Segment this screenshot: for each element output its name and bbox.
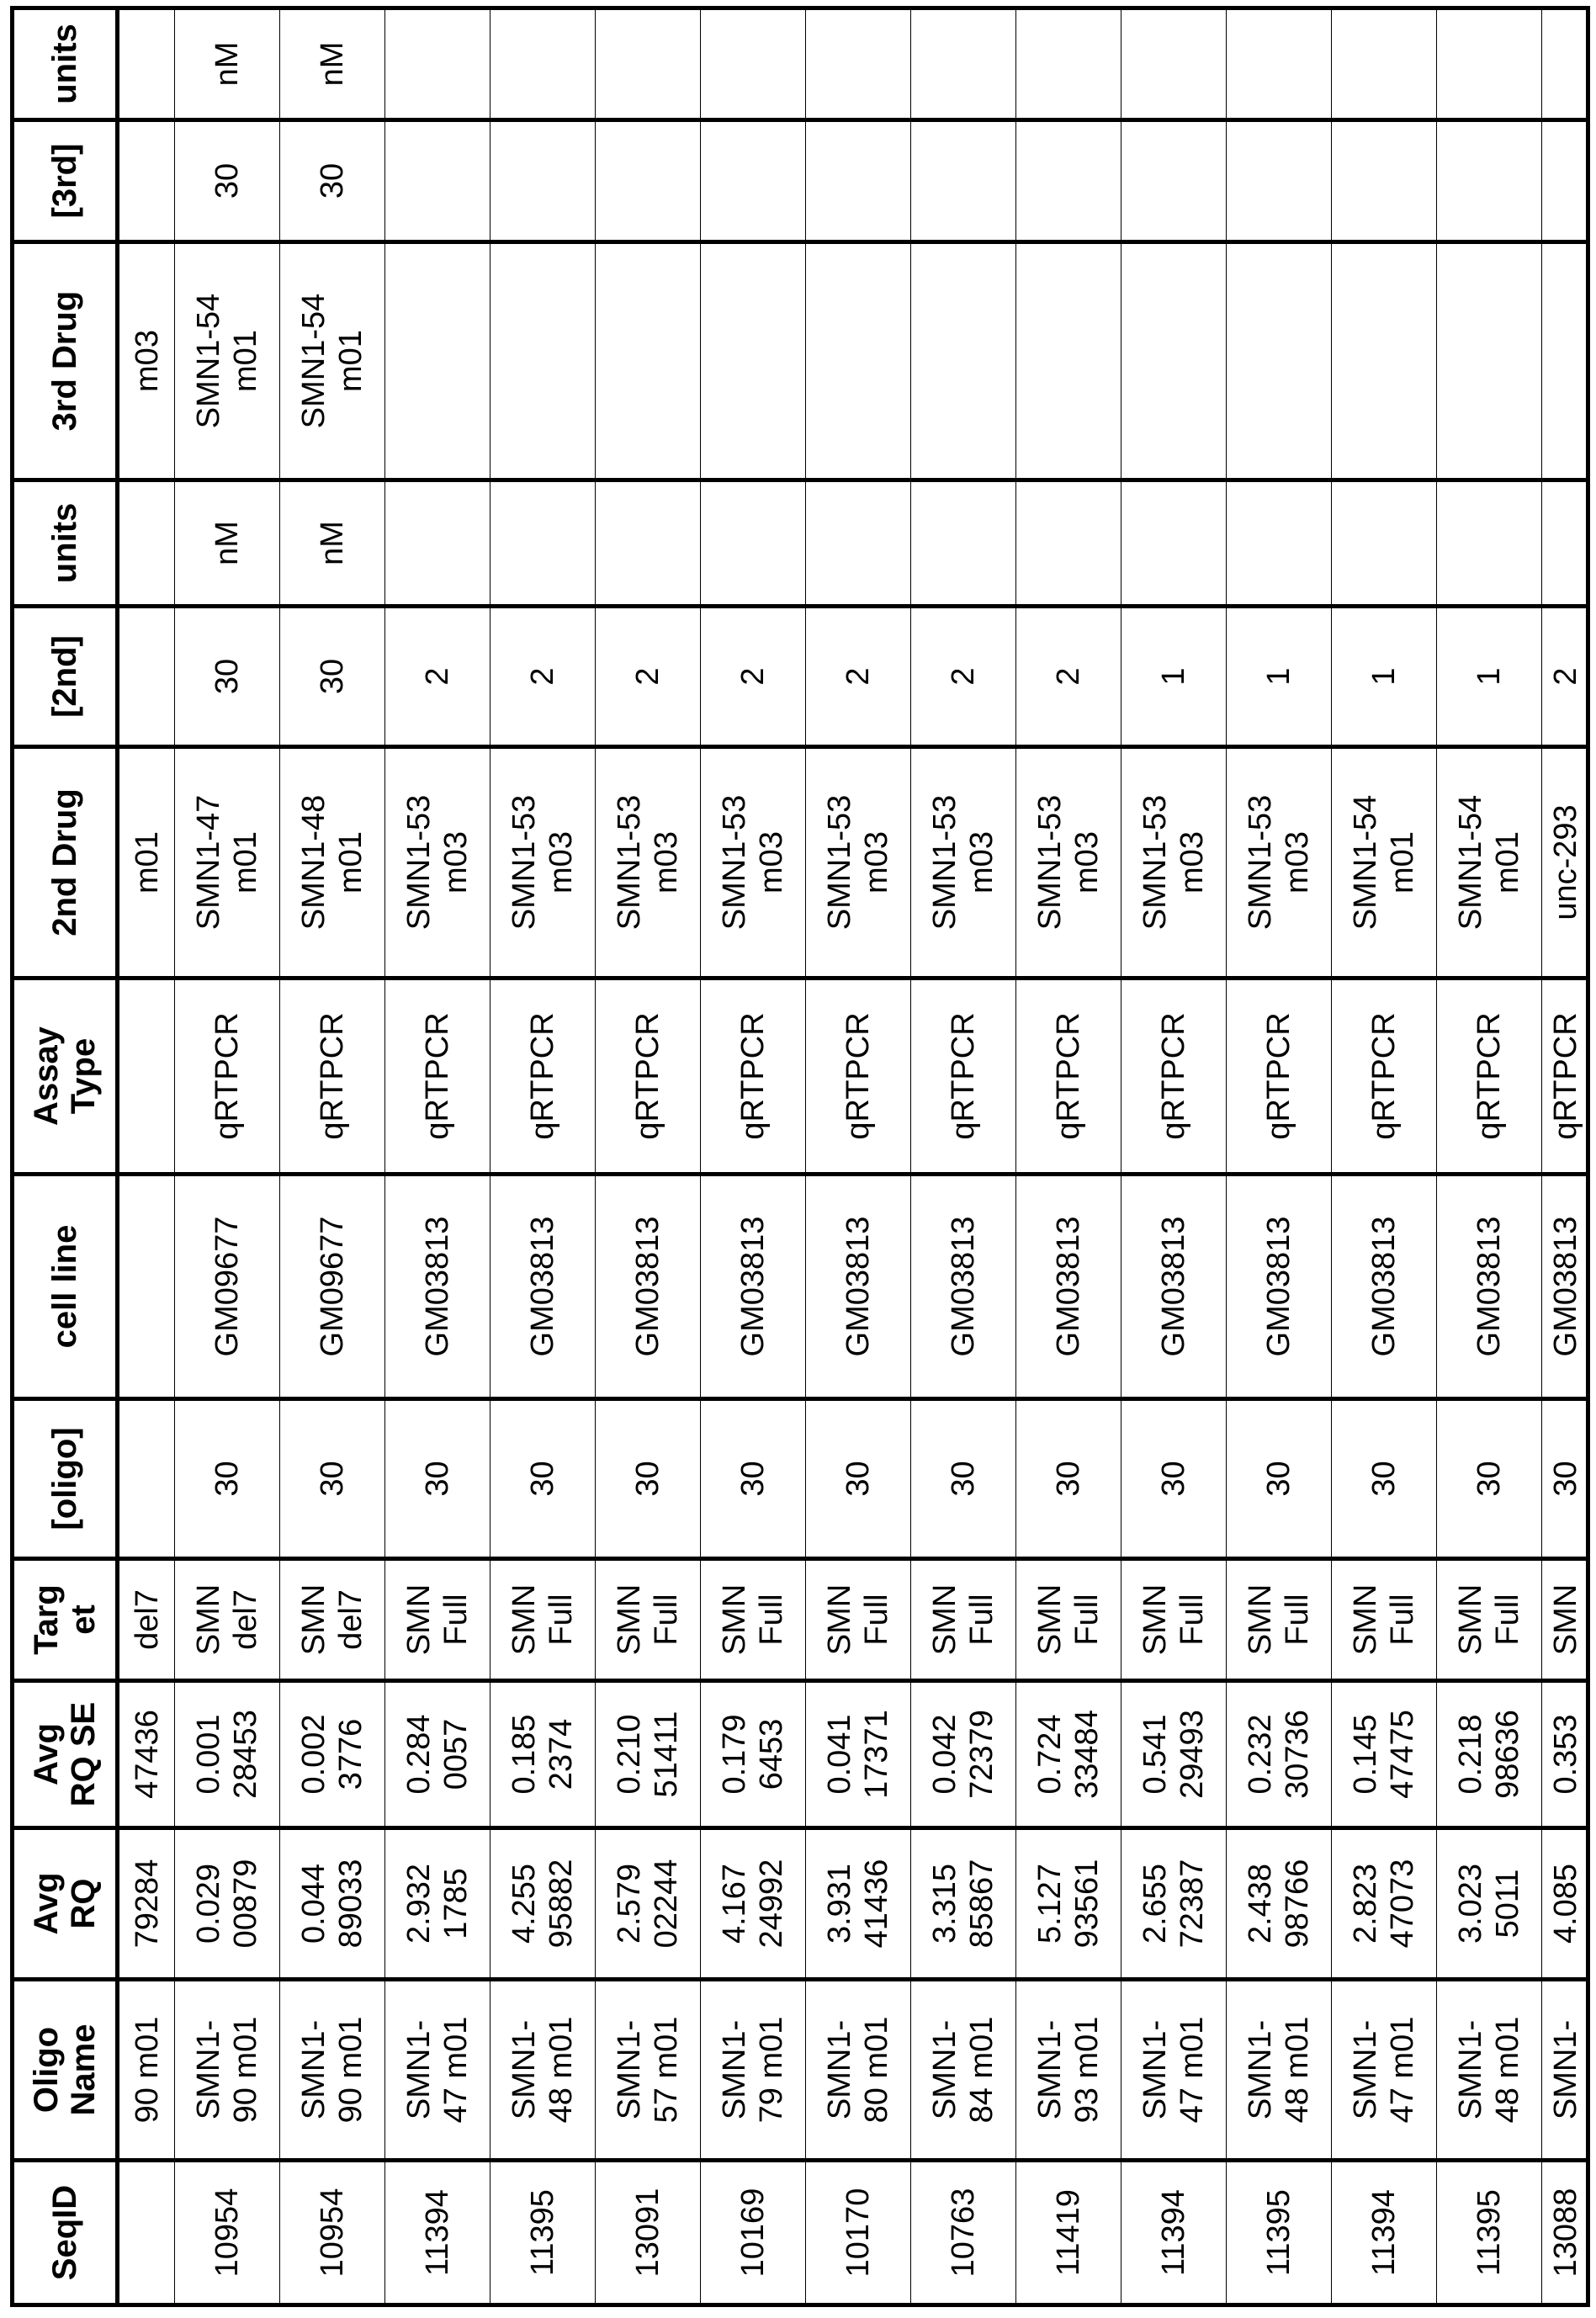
cell-avg-rq-se: 0.724 33484 [1016,1681,1121,1828]
cell-avg-rq: 3.931 41436 [806,1828,911,1980]
cell-assay-type: qRTPCR [1437,979,1542,1175]
cell-oligo-conc: 30 [596,1399,701,1559]
header-avg-rq-se: Avg RQ SE [13,1681,118,1828]
cell-seqid: 10763 [911,2161,1016,2305]
table-row-truncated [1542,8,1588,2305]
cell-third-conc [1437,120,1542,242]
cell-second-drug: SMN1-53 m03 [911,747,1016,979]
cell-second-conc: 2 [911,607,1016,747]
cell-target: del7 [118,1559,175,1681]
cell-oligo-name: SMN1- 47 m01 [1332,1980,1437,2161]
cell-second-units [1227,480,1332,607]
table-row [175,8,280,2305]
cell-oligo-conc: 30 [701,1399,806,1559]
cell-oligo-name: SMN1- 93 m01 [1016,1980,1121,2161]
cell-seqid: 11395 [490,2161,596,2305]
cell-second-units [1332,480,1437,607]
table-row [1227,8,1332,2305]
header-oligo-conc: [oligo] [13,1399,118,1559]
rotated-table-stage [10,10,1590,2307]
table-row [1121,8,1227,2305]
header-cell-line: cell line [13,1175,118,1399]
cell-avg-rq-se: 0.185 2374 [490,1681,596,1828]
cell-seqid: 11419 [1016,2161,1121,2305]
table-row [701,8,806,2305]
cell-oligo-conc: 30 [1332,1399,1437,1559]
cell-oligo-name: SMN1- 84 m01 [911,1980,1016,2161]
cell-second-drug: SMN1-53 m03 [701,747,806,979]
cell-second-units [701,480,806,607]
cell-cell-line: GM03813 [385,1175,490,1399]
cell-avg-rq-se: 0.001 28453 [175,1681,280,1828]
cell-third-drug [806,242,911,480]
table-row [1016,8,1121,2305]
cell-second-conc: 1 [1227,607,1332,747]
cell-seqid: 11394 [385,2161,490,2305]
cell-third-drug [1332,242,1437,480]
cell-third-conc: 30 [175,120,280,242]
cell-third-units [806,8,911,120]
cell-third-conc [118,120,175,242]
cell-assay-type: qRTPCR [806,979,911,1175]
cell-avg-rq: 2.579 02244 [596,1828,701,1980]
cell-cell-line: GM03813 [911,1175,1016,1399]
cell-second-units [1121,480,1227,607]
cell-cell-line: GM03813 [1542,1175,1588,1399]
cell-assay-type: qRTPCR [280,979,385,1175]
cell-oligo-conc: 30 [911,1399,1016,1559]
cell-avg-rq: 2.655 72387 [1121,1828,1227,1980]
cell-target: SMN Full [1332,1559,1437,1681]
cell-cell-line: GM03813 [1227,1175,1332,1399]
cell-third-conc [1332,120,1437,242]
cell-third-drug [1227,242,1332,480]
cell-second-drug: SMN1-53 m03 [385,747,490,979]
cell-cell-line: GM03813 [1016,1175,1121,1399]
cell-avg-rq-se: 0.218 98636 [1437,1681,1542,1828]
cell-oligo-name: 90 m01 [118,1980,175,2161]
cell-third-conc [490,120,596,242]
cell-assay-type: qRTPCR [1542,979,1588,1175]
cell-avg-rq: 79284 [118,1828,175,1980]
cell-avg-rq-se: 0.041 17371 [806,1681,911,1828]
cell-second-conc: 2 [596,607,701,747]
cell-oligo-name: SMN1- 90 m01 [280,1980,385,2161]
cell-oligo-name: SMN1- 47 m01 [385,1980,490,2161]
cell-target: SMN Full [596,1559,701,1681]
table-row [1332,8,1437,2305]
cell-cell-line: GM03813 [596,1175,701,1399]
cell-assay-type: qRTPCR [385,979,490,1175]
cell-avg-rq: 3.315 85867 [911,1828,1016,1980]
cell-assay-type: qRTPCR [1121,979,1227,1175]
cell-second-units [118,480,175,607]
cell-assay-type: qRTPCR [1016,979,1121,1175]
cell-second-conc: 2 [385,607,490,747]
cell-seqid: 10954 [175,2161,280,2305]
cell-target: SMN Full [1437,1559,1542,1681]
cell-third-units [118,8,175,120]
header-second-units: units [13,480,118,607]
cell-third-drug: SMN1-54 m01 [175,242,280,480]
cell-avg-rq: 2.823 47073 [1332,1828,1437,1980]
cell-avg-rq-se: 0.210 51411 [596,1681,701,1828]
header-second-conc: [2nd] [13,607,118,747]
cell-second-drug: SMN1-53 m03 [596,747,701,979]
cell-second-drug: SMN1-54 m01 [1332,747,1437,979]
cell-cell-line: GM03813 [701,1175,806,1399]
cell-third-conc [1016,120,1121,242]
table-row [280,8,385,2305]
cell-avg-rq-se: 0.541 29493 [1121,1681,1227,1828]
cell-seqid [118,2161,175,2305]
header-assay-type: Assay Type [13,979,118,1175]
cell-oligo-name: SMN1- 48 m01 [490,1980,596,2161]
table-row [490,8,596,2305]
cell-target: SMN Full [911,1559,1016,1681]
cell-oligo-name: SMN1- 80 m01 [806,1980,911,2161]
cell-target: SMN del7 [280,1559,385,1681]
cell-second-drug: SMN1-53 m03 [1016,747,1121,979]
cell-third-drug: SMN1-54 m01 [280,242,385,480]
cell-seqid: 13088 [1542,2161,1588,2305]
table-row [911,8,1016,2305]
cell-third-conc [385,120,490,242]
cell-second-conc: 30 [175,607,280,747]
table-row [806,8,911,2305]
cell-second-conc: 2 [1542,607,1588,747]
header-second-drug: 2nd Drug [13,747,118,979]
cell-assay-type: qRTPCR [1227,979,1332,1175]
header-third-drug: 3rd Drug [13,242,118,480]
cell-oligo-name: SMN1- 90 m01 [175,1980,280,2161]
cell-oligo-conc: 30 [385,1399,490,1559]
header-target: Targ et [13,1559,118,1681]
cell-cell-line: GM03813 [1437,1175,1542,1399]
cell-oligo-conc: 30 [1016,1399,1121,1559]
cell-target: SMN Full [1227,1559,1332,1681]
cell-third-conc [911,120,1016,242]
cell-third-units [701,8,806,120]
cell-second-conc: 2 [701,607,806,747]
cell-third-drug [701,242,806,480]
cell-second-conc: 1 [1121,607,1227,747]
cell-third-drug [1437,242,1542,480]
cell-third-units [1437,8,1542,120]
cell-seqid: 13091 [596,2161,701,2305]
cell-target: SMN Full [806,1559,911,1681]
table-row [596,8,701,2305]
cell-second-units [911,480,1016,607]
cell-oligo-conc: 30 [280,1399,385,1559]
cell-seqid: 11395 [1437,2161,1542,2305]
cell-third-units [911,8,1016,120]
cell-third-drug [1121,242,1227,480]
cell-assay-type: qRTPCR [701,979,806,1175]
cell-oligo-conc: 30 [1121,1399,1227,1559]
cell-oligo-name: SMN1- [1542,1980,1588,2161]
cell-target: SMN del7 [175,1559,280,1681]
cell-second-units [1016,480,1121,607]
cell-third-drug [1542,242,1588,480]
cell-second-units: nM [175,480,280,607]
cell-target: SMN Full [1121,1559,1227,1681]
cell-third-drug [1016,242,1121,480]
cell-second-units [490,480,596,607]
cell-second-conc: 1 [1332,607,1437,747]
cell-assay-type: qRTPCR [1332,979,1437,1175]
cell-assay-type: qRTPCR [490,979,596,1175]
cell-second-conc: 1 [1437,607,1542,747]
cell-third-units [1016,8,1121,120]
cell-oligo-conc: 30 [1437,1399,1542,1559]
cell-second-drug: SMN1-53 m03 [806,747,911,979]
cell-second-conc: 2 [1016,607,1121,747]
cell-avg-rq-se: 0.042 72379 [911,1681,1016,1828]
cell-cell-line: GM03813 [1332,1175,1437,1399]
header-oligo-name: Oligo Name [13,1980,118,2161]
cell-avg-rq: 5.127 93561 [1016,1828,1121,1980]
cell-third-conc [596,120,701,242]
cell-third-conc [701,120,806,242]
cell-second-conc: 2 [490,607,596,747]
cell-third-conc [1542,120,1588,242]
cell-target: SMN Full [701,1559,806,1681]
cell-cell-line: GM03813 [490,1175,596,1399]
cell-second-units [385,480,490,607]
cell-cell-line: GM09677 [280,1175,385,1399]
cell-target: SMN Full [1016,1559,1121,1681]
cell-avg-rq-se: 0.179 6453 [701,1681,806,1828]
cell-third-drug [385,242,490,480]
cell-avg-rq-se: 0.353 [1542,1681,1588,1828]
cell-seqid: 11394 [1332,2161,1437,2305]
cell-cell-line: GM03813 [1121,1175,1227,1399]
cell-second-units [596,480,701,607]
cell-seqid: 10169 [701,2161,806,2305]
cell-second-drug: SMN1-48 m01 [280,747,385,979]
cell-avg-rq: 0.044 89033 [280,1828,385,1980]
results-table [10,6,1590,2307]
cell-third-units [1542,8,1588,120]
cell-third-conc [806,120,911,242]
cell-cell-line [118,1175,175,1399]
cell-third-conc: 30 [280,120,385,242]
cell-third-drug [490,242,596,480]
header-third-conc: [3rd] [13,120,118,242]
table-header-row [13,8,118,2305]
cell-cell-line: GM09677 [175,1175,280,1399]
cell-oligo-conc: 30 [490,1399,596,1559]
cell-oligo-name: SMN1- 48 m01 [1437,1980,1542,2161]
cell-seqid: 10170 [806,2161,911,2305]
cell-second-drug: m01 [118,747,175,979]
cell-avg-rq: 4.255 95882 [490,1828,596,1980]
cell-second-drug: SMN1-53 m03 [1121,747,1227,979]
table-row [385,8,490,2305]
cell-third-drug: m03 [118,242,175,480]
cell-third-units: nM [175,8,280,120]
cell-oligo-name: SMN1- 57 m01 [596,1980,701,2161]
cell-avg-rq-se: 47436 [118,1681,175,1828]
cell-avg-rq: 0.029 00879 [175,1828,280,1980]
header-seqid: SeqID [13,2161,118,2305]
cell-oligo-conc [118,1399,175,1559]
header-avg-rq: Avg RQ [13,1828,118,1980]
cell-second-drug: unc-293 [1542,747,1588,979]
cell-second-drug: SMN1-53 m03 [490,747,596,979]
header-third-units: units [13,8,118,120]
cell-avg-rq: 3.023 5011 [1437,1828,1542,1980]
cell-third-units [596,8,701,120]
cell-third-units [1332,8,1437,120]
cell-third-conc [1227,120,1332,242]
cell-assay-type: qRTPCR [175,979,280,1175]
cell-second-units [1542,480,1588,607]
table-row-continued [118,8,175,2305]
cell-cell-line: GM03813 [806,1175,911,1399]
cell-oligo-name: SMN1- 47 m01 [1121,1980,1227,2161]
cell-second-units [806,480,911,607]
cell-third-units [1227,8,1332,120]
cell-avg-rq-se: 0.145 47475 [1332,1681,1437,1828]
cell-assay-type: qRTPCR [596,979,701,1175]
cell-third-units: nM [280,8,385,120]
cell-third-units [385,8,490,120]
cell-second-drug: SMN1-54 m01 [1437,747,1542,979]
cell-seqid: 11394 [1121,2161,1227,2305]
cell-third-drug [596,242,701,480]
cell-second-units [1437,480,1542,607]
cell-avg-rq: 4.085 [1542,1828,1588,1980]
table-row [1437,8,1542,2305]
cell-avg-rq-se: 0.284 0057 [385,1681,490,1828]
cell-avg-rq-se: 0.002 3776 [280,1681,385,1828]
cell-oligo-name: SMN1- 79 m01 [701,1980,806,2161]
cell-second-conc: 2 [806,607,911,747]
cell-second-conc [118,607,175,747]
cell-avg-rq: 2.438 98766 [1227,1828,1332,1980]
cell-second-drug: SMN1-53 m03 [1227,747,1332,979]
cell-target: SMN Full [490,1559,596,1681]
cell-third-units [490,8,596,120]
cell-avg-rq-se: 0.232 30736 [1227,1681,1332,1828]
cell-assay-type [118,979,175,1175]
cell-oligo-conc: 30 [175,1399,280,1559]
cell-oligo-conc: 30 [1542,1399,1588,1559]
cell-assay-type: qRTPCR [911,979,1016,1175]
cell-seqid: 11395 [1227,2161,1332,2305]
cell-oligo-name: SMN1- 48 m01 [1227,1980,1332,2161]
cell-avg-rq: 4.167 24992 [701,1828,806,1980]
cell-second-drug: SMN1-47 m01 [175,747,280,979]
cell-third-drug [911,242,1016,480]
cell-avg-rq: 2.932 1785 [385,1828,490,1980]
cell-second-units: nM [280,480,385,607]
cell-seqid: 10954 [280,2161,385,2305]
cell-third-units [1121,8,1227,120]
cell-third-conc [1121,120,1227,242]
cell-target: SMN Full [385,1559,490,1681]
cell-oligo-conc: 30 [1227,1399,1332,1559]
cell-second-conc: 30 [280,607,385,747]
cell-target: SMN [1542,1559,1588,1681]
cell-oligo-conc: 30 [806,1399,911,1559]
